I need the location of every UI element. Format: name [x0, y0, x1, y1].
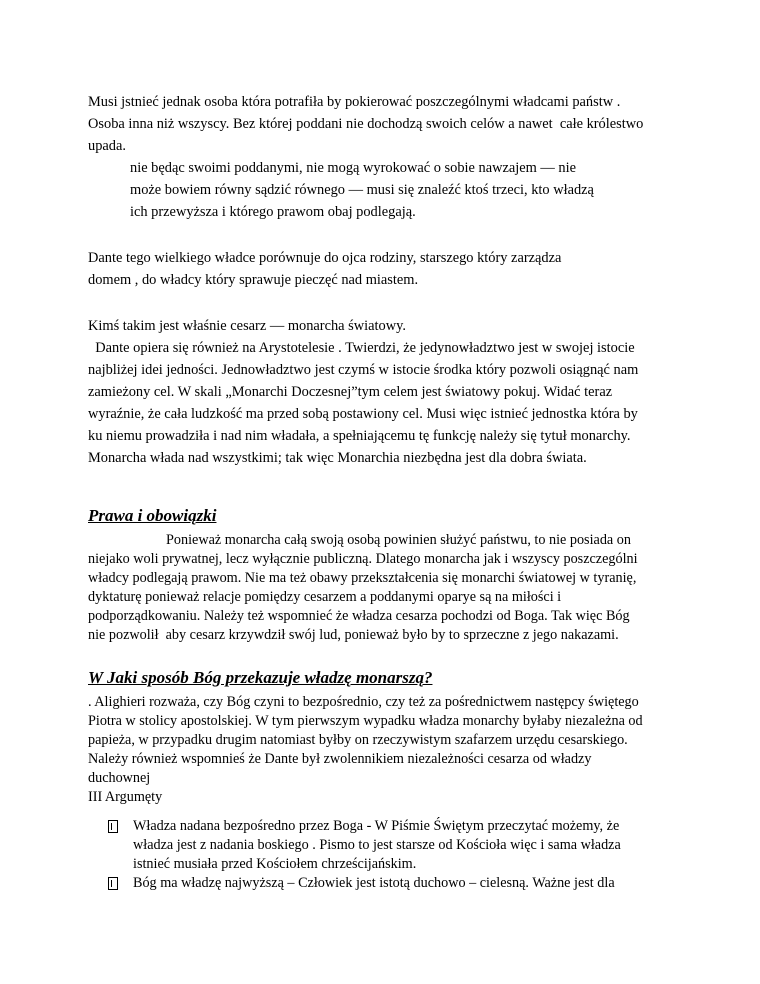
text-line: nie pozwolił aby cesarz krzywdził swój lud, ponieważ było by to sprzeczne z jego nakazami. — [88, 627, 619, 643]
text-line: wyraźnie, że cała ludzkość ma przed sobą postawiony cel. Musi więc istnieć jednostka która by — [88, 406, 638, 422]
text-line: Bóg ma władzę najwyższą – Człowiek jest istotą duchowo – cielesną. Ważne jest dla — [133, 875, 615, 891]
text-line: Musi jstnieć jednak osoba która potrafiła by pokierować poszczególnymi władcami państw . — [88, 94, 621, 110]
text-line: niejako woli prywatnej, lecz wyłącznie publiczną. Dlatego monarcha jak i wszyscy poszczególni — [88, 551, 638, 567]
text-line: papieża, w przypadku drugim natomiast byłby on rzeczywistym szafarzem urzędu cesarskiego. — [88, 732, 628, 748]
section-heading-rights: Prawa i obowiązki — [88, 506, 217, 525]
text-line: Władza nadana bezpośredno przez Boga - W Piśmie Świętym przeczytać możemy, że — [133, 818, 620, 834]
bullet-icon — [108, 820, 118, 833]
text-line: Monarcha włada nad wszystkimi; tak więc Monarchia niezbędna jest dla dobra świata. — [88, 450, 587, 466]
text-line: podporządkowaniu. Należy też wspomnieć że władza cesarza pochodzi od Boga. Tak więc Bóg — [88, 608, 630, 624]
section-heading-god-power: W Jaki sposób Bóg przekazuje władzę monarszą? — [88, 668, 433, 687]
text-line: Dante tego wielkiego władce porównuje do ojca rodziny, starszego który zarządza — [88, 250, 562, 266]
text-line: Ponieważ monarcha całą swoją osobą powinien służyć państwu, to nie posiada on — [88, 532, 631, 548]
text-line: Należy również wspomnieś że Dante był zwolennikiem niezależności cesarza od władzy — [88, 751, 592, 767]
quote-line: nie będąc swoimi poddanymi, nie mogą wyrokować o sobie nawzajem — nie — [130, 160, 576, 176]
text-line: najbliżej idei jedności. Jednowładztwo jest czymś w istocie środka który pozwoli osiągnąć nam — [88, 362, 639, 378]
text-line: Dante opiera się również na Arystotelesie . Twierdzi, że jedynowładztwo jest w swojej istocie — [88, 340, 635, 356]
text-line: Piotra w stolicy apostolskiej. W tym pierwszym wypadku władza monarchy byłaby niezależna od — [88, 713, 643, 729]
bullet-icon — [108, 877, 118, 890]
quote-line: ich przewyższa i którego prawom obaj podlegają. — [130, 204, 416, 220]
text-line: Osoba inna niż wszyscy. Bez której poddani nie dochodzą swoich celów a nawet całe królestwo — [88, 116, 644, 132]
quote-line: może bowiem równy sądzić równego — musi się znaleźć ktoś trzeci, kto władzą — [130, 182, 594, 198]
text-line: upada. — [88, 138, 126, 154]
text-line: ku niemu prowadziła i nad nim władała, a spełniającemu tę funkcję należy się tytuł monarchy. — [88, 428, 631, 444]
text-line: Kimś takim jest właśnie cesarz — monarcha światowy. — [88, 318, 406, 334]
text-line: zamieżony cel. W skali „Monarchi Doczesnej”tym celem jest światowy pokuj. Widać teraz — [88, 384, 613, 400]
text-line: istnieć musiała przed Kościołem chrześcijańskim. — [133, 856, 417, 872]
text-line: III Argumęty — [88, 789, 163, 805]
text-line: . Alighieri rozważa, czy Bóg czyni to bezpośrednio, czy też za pośrednictwem następcy świętego — [88, 694, 639, 710]
text-line: władza jest z nadania boskiego . Pismo to jest starsze od Kościoła więc i sama władza — [133, 837, 621, 853]
text-line: dyktaturę ponieważ relacje pomiędzy cesarzem a poddanymi oparye są na miłości i — [88, 589, 562, 605]
text-line: duchownej — [88, 770, 151, 786]
text-line: domem , do władcy który sprawuje pieczęć nad miastem. — [88, 272, 419, 288]
text-line: władcy podlegają prawom. Nie ma też obawy przekształcenia się monarchi światowej w tyranię, — [88, 570, 637, 586]
